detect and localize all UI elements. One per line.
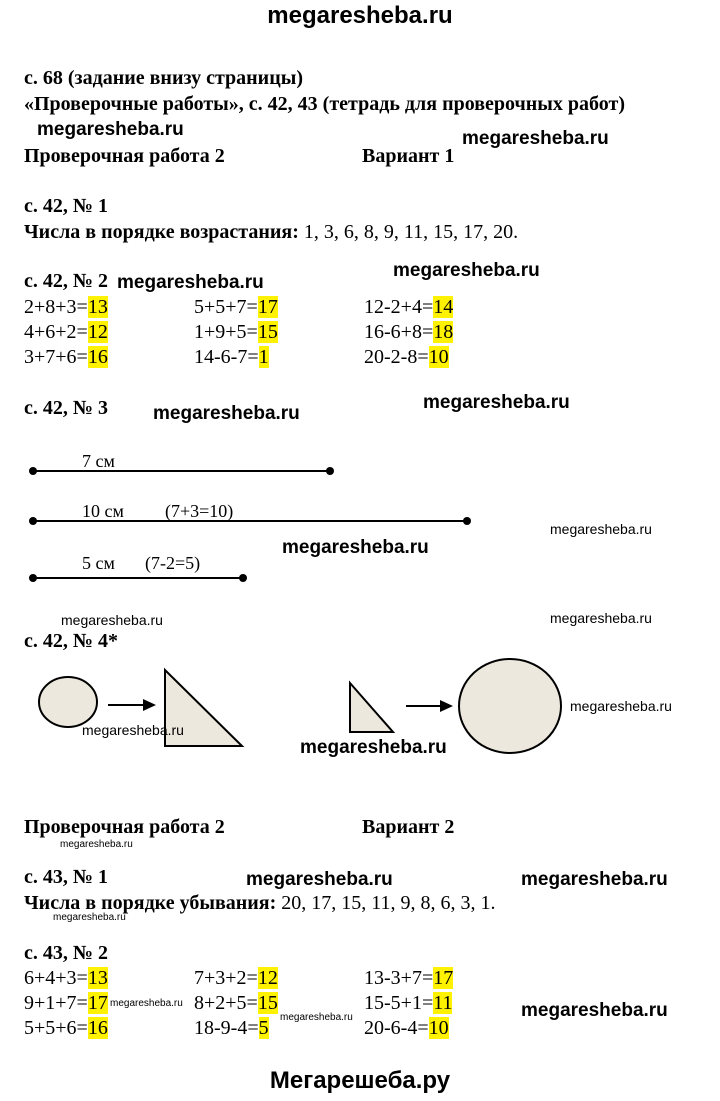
v2-task2-label: с. 43, № 2 bbox=[24, 942, 108, 964]
watermark: megaresheba.ru bbox=[246, 869, 393, 890]
v1-eq-2-2: 1+9+5=15 bbox=[194, 321, 278, 343]
segment-7cm-end-point bbox=[326, 467, 334, 475]
watermark: megaresheba.ru bbox=[53, 912, 126, 923]
watermark: megaresheba.ru bbox=[61, 612, 163, 628]
v1-eq-3-2: 14-6-7=1 bbox=[194, 346, 269, 368]
segment-10cm-label: 10 см bbox=[82, 501, 124, 521]
v1-task2-label: с. 42, № 2 bbox=[24, 270, 108, 292]
intro-line-2: «Проверочные работы», с. 42, 43 (тетрадь для проверочных работ) bbox=[24, 93, 626, 115]
v1-eq-1-1: 2+8+3=13 bbox=[24, 296, 108, 318]
v1-task3-label: с. 42, № 3 bbox=[24, 397, 108, 419]
v2-task1-label: с. 43, № 1 bbox=[24, 866, 108, 888]
v1-eq-1-3: 12-2+4=14 bbox=[364, 296, 454, 318]
v2-eq-1-1: 6+4+3=13 bbox=[24, 967, 108, 989]
watermark: megaresheba.ru bbox=[462, 128, 609, 149]
intro-line-1: с. 68 (задание внизу страницы) bbox=[24, 67, 303, 89]
v1-eq-2-3: 16-6+8=18 bbox=[364, 321, 454, 343]
segment-5cm-start-point bbox=[29, 574, 37, 582]
site-footer: Мегарешеба.ру bbox=[269, 1067, 451, 1094]
v1-task4-label: с. 42, № 4* bbox=[24, 630, 118, 652]
watermark: megaresheba.ru bbox=[521, 869, 668, 890]
watermark: megaresheba.ru bbox=[280, 1012, 353, 1023]
segment-10cm-end-point bbox=[463, 517, 471, 525]
watermark: megaresheba.ru bbox=[423, 392, 570, 413]
v1-eq-2-1: 4+6+2=12 bbox=[24, 321, 108, 343]
segment-5cm-end-point bbox=[239, 574, 247, 582]
v1-task1-lead: Числа в порядке возрастания: bbox=[24, 221, 299, 243]
small-triangle-shape bbox=[350, 683, 393, 732]
v1-eq-3-1: 3+7+6=16 bbox=[24, 346, 108, 368]
v1-task1-label: с. 42, № 1 bbox=[24, 195, 108, 217]
watermark: megaresheba.ru bbox=[550, 610, 652, 626]
watermark: megaresheba.ru bbox=[153, 403, 300, 424]
watermark: megaresheba.ru bbox=[570, 698, 672, 714]
v2-task1-lead: Числа в порядке убывания: bbox=[24, 892, 277, 914]
v2-eq-2-2: 8+2+5=15 bbox=[194, 992, 278, 1014]
v2-variant-title: Вариант 2 bbox=[362, 816, 455, 838]
v2-eq-1-3: 13-3+7=17 bbox=[364, 967, 454, 989]
v1-work-title: Проверочная работа 2 bbox=[24, 145, 225, 167]
v2-task1-numbers: 20, 17, 15, 11, 9, 8, 6, 3, 1. bbox=[276, 892, 496, 914]
v1-variant-title: Вариант 1 bbox=[362, 145, 455, 167]
segment-5cm-calc: (7-2=5) bbox=[145, 553, 201, 573]
v1-eq-1-2: 5+5+7=17 bbox=[194, 296, 278, 318]
segment-5cm-label: 5 см bbox=[82, 553, 115, 573]
v2-eq-3-2: 18-9-4=5 bbox=[194, 1017, 269, 1039]
segment-10cm-start-point bbox=[29, 517, 37, 525]
v2-eq-1-2: 7+3+2=12 bbox=[194, 967, 278, 989]
v1-task1-numbers: 1, 3, 6, 8, 9, 11, 15, 17, 20. bbox=[298, 221, 519, 243]
small-oval-shape bbox=[39, 677, 97, 727]
v2-work-title: Проверочная работа 2 bbox=[24, 816, 225, 838]
segment-10cm-calc: (7+3=10) bbox=[165, 501, 234, 521]
v2-eq-3-3: 20-6-4=10 bbox=[364, 1017, 449, 1039]
v1-eq-3-3: 20-2-8=10 bbox=[364, 346, 449, 368]
watermark: megaresheba.ru bbox=[110, 998, 183, 1009]
watermark: megaresheba.ru bbox=[300, 737, 447, 758]
site-header: megaresheba.ru bbox=[267, 2, 453, 29]
segment-7cm-start-point bbox=[29, 467, 37, 475]
arrow-2-head-icon bbox=[440, 700, 453, 712]
v2-eq-2-1: 9+1+7=17 bbox=[24, 992, 108, 1014]
large-circle-shape bbox=[459, 659, 561, 753]
watermark: megaresheba.ru bbox=[117, 272, 264, 293]
watermark: megaresheba.ru bbox=[282, 537, 429, 558]
v2-eq-3-1: 5+5+6=16 bbox=[24, 1017, 108, 1039]
segment-7cm-label: 7 см bbox=[82, 451, 115, 471]
arrow-1-head-icon bbox=[143, 699, 156, 711]
v2-eq-2-3: 15-5+1=11 bbox=[364, 992, 453, 1014]
watermark: megaresheba.ru bbox=[550, 521, 652, 537]
watermark: megaresheba.ru bbox=[60, 839, 133, 850]
watermark: megaresheba.ru bbox=[37, 119, 184, 140]
watermark: megaresheba.ru bbox=[82, 722, 184, 738]
watermark: megaresheba.ru bbox=[521, 1000, 668, 1021]
watermark: megaresheba.ru bbox=[393, 260, 540, 281]
